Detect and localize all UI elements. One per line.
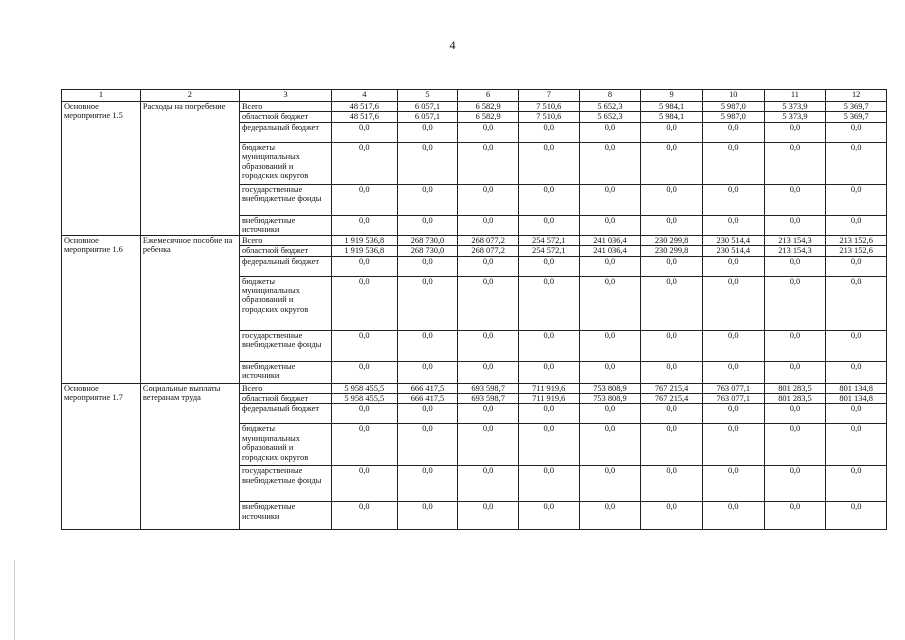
- value-cell: 0,0: [397, 256, 458, 276]
- value-cell: 5 987,0: [702, 102, 764, 112]
- value-cell: 0,0: [579, 142, 641, 184]
- value-cell: 0,0: [826, 361, 887, 383]
- value-cell: 0,0: [397, 122, 458, 142]
- value-cell: 0,0: [331, 276, 397, 330]
- value-cell: 5 652,3: [579, 112, 641, 122]
- value-cell: 0,0: [331, 404, 397, 424]
- value-cell: 0,0: [397, 466, 458, 502]
- value-cell: 268 730,0: [397, 246, 458, 256]
- value-cell: 0,0: [397, 502, 458, 530]
- value-cell: 230 514,4: [702, 246, 764, 256]
- value-cell: 0,0: [702, 276, 764, 330]
- column-header: 11: [764, 90, 826, 102]
- table-row: [62, 102, 887, 112]
- value-cell: 0,0: [641, 122, 703, 142]
- value-cell: 693 598,7: [458, 383, 519, 393]
- funding-source-cell: Всего: [239, 102, 331, 112]
- value-cell: 0,0: [764, 256, 826, 276]
- value-cell: 666 417,5: [397, 383, 458, 393]
- value-cell: 0,0: [764, 184, 826, 215]
- value-cell: 0,0: [641, 276, 703, 330]
- value-cell: 254 572,1: [518, 235, 579, 245]
- value-cell: 0,0: [518, 424, 579, 466]
- value-cell: 767 215,4: [641, 394, 703, 404]
- value-cell: 0,0: [641, 502, 703, 530]
- event-description-cell: Расходы на погребение: [140, 102, 239, 236]
- page-number: 4: [449, 38, 456, 52]
- value-cell: 0,0: [458, 361, 519, 383]
- value-cell: 0,0: [826, 404, 887, 424]
- value-cell: 5 958 455,5: [331, 383, 397, 393]
- value-cell: 0,0: [702, 502, 764, 530]
- value-cell: 0,0: [397, 215, 458, 235]
- value-cell: 0,0: [579, 276, 641, 330]
- funding-source-cell: Всего: [239, 383, 331, 393]
- value-cell: 0,0: [331, 466, 397, 502]
- value-cell: 0,0: [579, 256, 641, 276]
- column-header: 2: [140, 90, 239, 102]
- value-cell: 0,0: [331, 424, 397, 466]
- value-cell: 0,0: [397, 330, 458, 361]
- value-cell: 1 919 536,8: [331, 235, 397, 245]
- value-cell: 0,0: [764, 424, 826, 466]
- value-cell: 0,0: [331, 361, 397, 383]
- value-cell: 0,0: [579, 215, 641, 235]
- value-cell: 0,0: [764, 142, 826, 184]
- value-cell: 0,0: [397, 142, 458, 184]
- value-cell: 0,0: [702, 184, 764, 215]
- value-cell: 0,0: [397, 276, 458, 330]
- value-cell: 0,0: [641, 256, 703, 276]
- value-cell: 711 919,6: [518, 394, 579, 404]
- value-cell: 5 984,1: [641, 102, 703, 112]
- value-cell: 0,0: [641, 142, 703, 184]
- value-cell: 801 134,8: [826, 394, 887, 404]
- value-cell: 268 077,2: [458, 246, 519, 256]
- value-cell: 0,0: [458, 404, 519, 424]
- event-description-cell: Ежемесячное пособие на ребенка: [140, 235, 239, 383]
- value-cell: 230 514,4: [702, 235, 764, 245]
- value-cell: 0,0: [826, 330, 887, 361]
- funding-source-cell: государственные внебюджетные фонды: [239, 466, 331, 502]
- value-cell: 1 919 536,8: [331, 246, 397, 256]
- value-cell: 0,0: [458, 256, 519, 276]
- value-cell: 0,0: [458, 122, 519, 142]
- value-cell: 0,0: [458, 276, 519, 330]
- value-cell: 5 984,1: [641, 112, 703, 122]
- column-header: 9: [641, 90, 703, 102]
- value-cell: 6 057,1: [397, 112, 458, 122]
- scan-edge-line: [14, 560, 15, 640]
- value-cell: 0,0: [458, 424, 519, 466]
- value-cell: 0,0: [579, 404, 641, 424]
- value-cell: 241 036,4: [579, 235, 641, 245]
- value-cell: 0,0: [641, 466, 703, 502]
- value-cell: 0,0: [579, 361, 641, 383]
- event-name-cell: Основное мероприятие 1.6: [62, 235, 141, 383]
- value-cell: 0,0: [641, 184, 703, 215]
- value-cell: 6 582,9: [458, 112, 519, 122]
- value-cell: 0,0: [518, 330, 579, 361]
- value-cell: 0,0: [641, 215, 703, 235]
- event-name-cell: Основное мероприятие 1.5: [62, 102, 141, 236]
- value-cell: 0,0: [458, 330, 519, 361]
- value-cell: 0,0: [331, 122, 397, 142]
- event-description-cell: Социальные выплаты ветеранам труда: [140, 383, 239, 530]
- value-cell: 0,0: [518, 502, 579, 530]
- value-cell: 0,0: [397, 184, 458, 215]
- value-cell: 48 517,6: [331, 112, 397, 122]
- value-cell: 0,0: [702, 361, 764, 383]
- value-cell: 5 369,7: [826, 112, 887, 122]
- value-cell: 753 808,9: [579, 383, 641, 393]
- value-cell: 0,0: [764, 361, 826, 383]
- value-cell: 0,0: [641, 361, 703, 383]
- header-row: [62, 90, 887, 102]
- value-cell: 0,0: [579, 122, 641, 142]
- column-header: 6: [458, 90, 519, 102]
- value-cell: 801 283,5: [764, 383, 826, 393]
- value-cell: 0,0: [764, 466, 826, 502]
- value-cell: 0,0: [518, 466, 579, 502]
- value-cell: 0,0: [702, 256, 764, 276]
- value-cell: 0,0: [826, 122, 887, 142]
- value-cell: 0,0: [579, 330, 641, 361]
- value-cell: 5 958 455,5: [331, 394, 397, 404]
- value-cell: 0,0: [331, 184, 397, 215]
- value-cell: 711 919,6: [518, 383, 579, 393]
- value-cell: 0,0: [579, 502, 641, 530]
- value-cell: 230 299,8: [641, 246, 703, 256]
- value-cell: 801 283,5: [764, 394, 826, 404]
- value-cell: 0,0: [764, 330, 826, 361]
- value-cell: 5 652,3: [579, 102, 641, 112]
- table-body: [62, 90, 887, 530]
- value-cell: 0,0: [826, 184, 887, 215]
- value-cell: 0,0: [702, 142, 764, 184]
- value-cell: 666 417,5: [397, 394, 458, 404]
- value-cell: 5 373,9: [764, 102, 826, 112]
- value-cell: 0,0: [702, 424, 764, 466]
- value-cell: 0,0: [458, 466, 519, 502]
- funding-source-cell: областной бюджет: [239, 112, 331, 122]
- value-cell: 693 598,7: [458, 394, 519, 404]
- value-cell: 7 510,6: [518, 112, 579, 122]
- column-header: 4: [331, 90, 397, 102]
- funding-source-cell: внебюджетные источники: [239, 215, 331, 235]
- value-cell: 5 987,0: [702, 112, 764, 122]
- value-cell: 763 077,1: [702, 394, 764, 404]
- value-cell: 6 057,1: [397, 102, 458, 112]
- value-cell: 0,0: [397, 361, 458, 383]
- value-cell: 5 369,7: [826, 102, 887, 112]
- value-cell: 0,0: [331, 256, 397, 276]
- value-cell: 0,0: [702, 404, 764, 424]
- value-cell: 0,0: [641, 330, 703, 361]
- value-cell: 0,0: [518, 256, 579, 276]
- value-cell: 753 808,9: [579, 394, 641, 404]
- value-cell: 213 154,3: [764, 235, 826, 245]
- funding-source-cell: областной бюджет: [239, 394, 331, 404]
- funding-source-cell: бюджеты муниципальных образований и городских округов: [239, 142, 331, 184]
- funding-source-cell: областной бюджет: [239, 246, 331, 256]
- value-cell: 0,0: [702, 466, 764, 502]
- budget-table: [61, 89, 887, 530]
- funding-source-cell: государственные внебюджетные фонды: [239, 330, 331, 361]
- value-cell: 0,0: [764, 404, 826, 424]
- funding-source-cell: федеральный бюджет: [239, 404, 331, 424]
- value-cell: 0,0: [397, 424, 458, 466]
- funding-source-cell: государственные внебюджетные фонды: [239, 184, 331, 215]
- value-cell: 0,0: [702, 215, 764, 235]
- column-header: 7: [518, 90, 579, 102]
- event-name-cell: Основное мероприятие 1.7: [62, 383, 141, 530]
- column-header: 8: [579, 90, 641, 102]
- value-cell: 0,0: [331, 215, 397, 235]
- column-header: 3: [239, 90, 331, 102]
- value-cell: 0,0: [579, 184, 641, 215]
- value-cell: 213 152,6: [826, 235, 887, 245]
- value-cell: 0,0: [826, 256, 887, 276]
- value-cell: 0,0: [458, 184, 519, 215]
- value-cell: 801 134,8: [826, 383, 887, 393]
- value-cell: 0,0: [518, 276, 579, 330]
- value-cell: 0,0: [518, 215, 579, 235]
- column-header: 1: [62, 90, 141, 102]
- column-header: 5: [397, 90, 458, 102]
- value-cell: 0,0: [518, 142, 579, 184]
- funding-source-cell: внебюджетные источники: [239, 361, 331, 383]
- funding-source-cell: бюджеты муниципальных образований и городских округов: [239, 276, 331, 330]
- value-cell: 0,0: [764, 276, 826, 330]
- value-cell: 241 036,4: [579, 246, 641, 256]
- value-cell: 0,0: [764, 122, 826, 142]
- value-cell: 763 077,1: [702, 383, 764, 393]
- value-cell: 0,0: [641, 424, 703, 466]
- value-cell: 0,0: [458, 215, 519, 235]
- value-cell: 0,0: [641, 404, 703, 424]
- value-cell: 0,0: [458, 502, 519, 530]
- value-cell: 0,0: [826, 215, 887, 235]
- value-cell: 6 582,9: [458, 102, 519, 112]
- value-cell: 0,0: [518, 122, 579, 142]
- value-cell: 0,0: [826, 276, 887, 330]
- value-cell: 0,0: [458, 142, 519, 184]
- value-cell: 0,0: [764, 502, 826, 530]
- value-cell: 0,0: [826, 424, 887, 466]
- column-header: 10: [702, 90, 764, 102]
- value-cell: 0,0: [579, 466, 641, 502]
- value-cell: 5 373,9: [764, 112, 826, 122]
- funding-source-cell: бюджеты муниципальных образований и городских округов: [239, 424, 331, 466]
- value-cell: 254 572,1: [518, 246, 579, 256]
- value-cell: 213 154,3: [764, 246, 826, 256]
- funding-source-cell: внебюджетные источники: [239, 502, 331, 530]
- value-cell: 0,0: [826, 142, 887, 184]
- value-cell: 767 215,4: [641, 383, 703, 393]
- value-cell: 230 299,8: [641, 235, 703, 245]
- table-row: [62, 383, 887, 393]
- value-cell: 268 730,0: [397, 235, 458, 245]
- value-cell: 48 517,6: [331, 102, 397, 112]
- value-cell: 0,0: [331, 502, 397, 530]
- value-cell: 0,0: [702, 330, 764, 361]
- table-row: [62, 235, 887, 245]
- column-header: 12: [826, 90, 887, 102]
- value-cell: 0,0: [826, 466, 887, 502]
- value-cell: 0,0: [397, 404, 458, 424]
- value-cell: 0,0: [518, 184, 579, 215]
- value-cell: 0,0: [331, 330, 397, 361]
- value-cell: 0,0: [826, 502, 887, 530]
- value-cell: 0,0: [764, 215, 826, 235]
- value-cell: 0,0: [331, 142, 397, 184]
- funding-source-cell: федеральный бюджет: [239, 256, 331, 276]
- value-cell: 0,0: [579, 424, 641, 466]
- value-cell: 0,0: [702, 122, 764, 142]
- value-cell: 213 152,6: [826, 246, 887, 256]
- funding-source-cell: федеральный бюджет: [239, 122, 331, 142]
- value-cell: 7 510,6: [518, 102, 579, 112]
- funding-source-cell: Всего: [239, 235, 331, 245]
- value-cell: 0,0: [518, 361, 579, 383]
- value-cell: 0,0: [518, 404, 579, 424]
- value-cell: 268 077,2: [458, 235, 519, 245]
